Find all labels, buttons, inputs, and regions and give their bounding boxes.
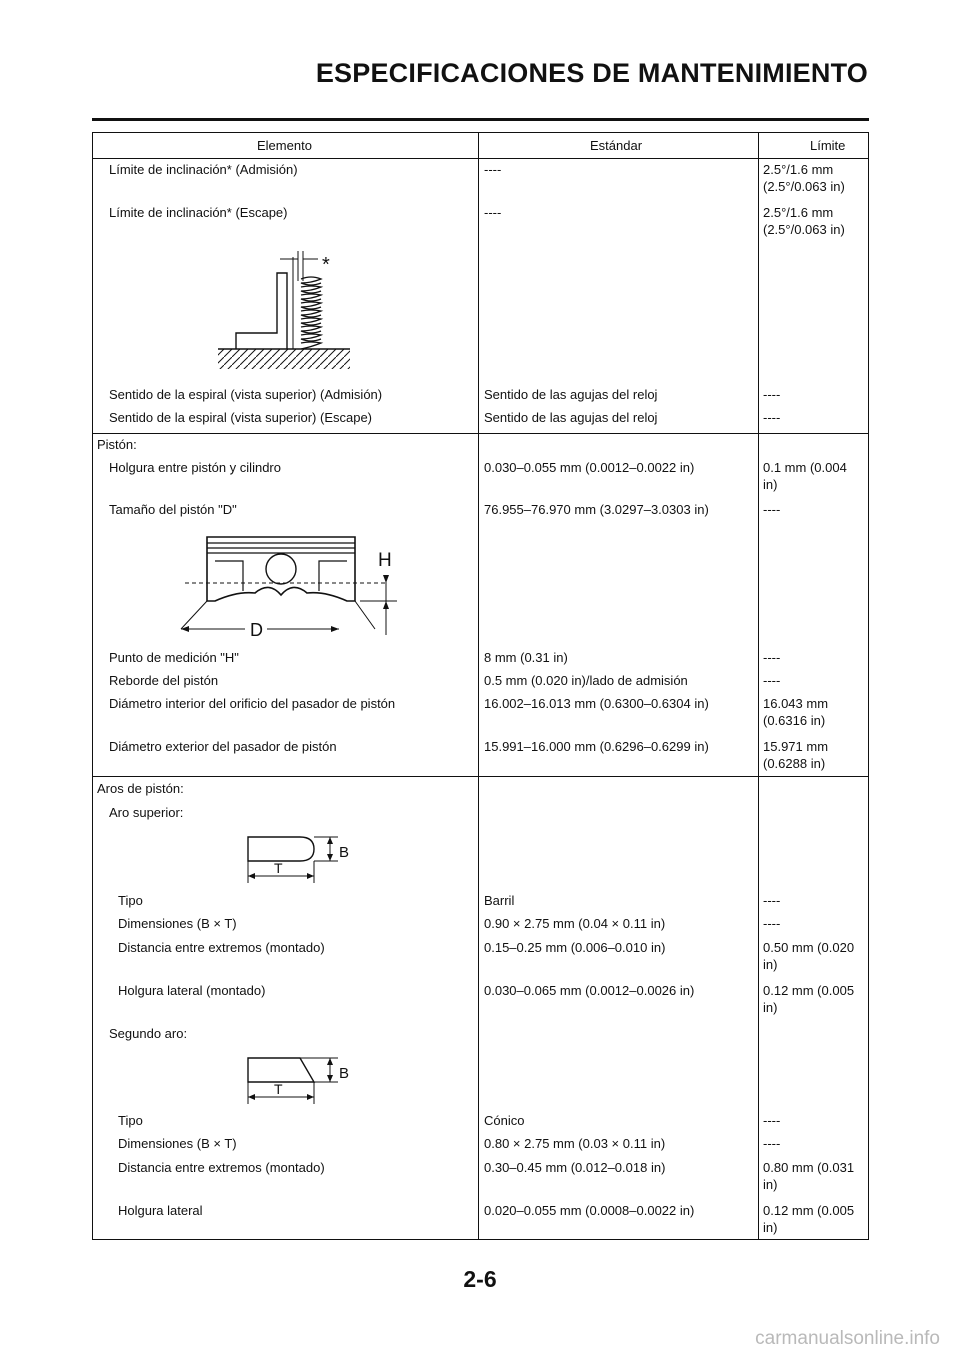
row-limit: 2.5°/1.6 mm: [763, 205, 834, 220]
row-limit: (2.5°/0.063 in): [763, 222, 845, 237]
row-standard: Sentido de las agujas del reloj: [484, 387, 658, 402]
page-number: 2-6: [463, 1266, 497, 1292]
top-ring-diagram: [238, 829, 363, 889]
row-limit: ----: [763, 893, 781, 908]
ring-width-label: B: [339, 1065, 350, 1082]
row-standard: Cónico: [484, 1113, 525, 1128]
row-standard: 0.15–0.25 mm (0.006–0.010 in): [484, 940, 666, 955]
piston-diameter-label: D: [250, 620, 263, 640]
piston-height-label: H: [378, 550, 392, 571]
row-limit: 0.12 mm (0.005: [763, 1203, 855, 1218]
row-limit: ----: [763, 1136, 781, 1151]
row-standard: 0.020–0.055 mm (0.0008–0.0022 in): [484, 1203, 695, 1218]
row-standard: 8 mm (0.31 in): [484, 650, 568, 665]
row-standard: ----: [484, 162, 502, 177]
row-standard: 0.80 × 2.75 mm (0.03 × 0.11 in): [484, 1136, 666, 1151]
row-limit: in): [763, 1220, 778, 1235]
row-limit: 2.5°/1.6 mm: [763, 162, 834, 177]
watermark: carmanualsonline.info: [755, 1328, 940, 1349]
piston-diagram: [175, 531, 405, 641]
row-standard: 0.030–0.055 mm (0.0012–0.0022 in): [484, 460, 695, 475]
row-limit: 0.80 mm (0.031: [763, 1160, 855, 1175]
row-standard: Barril: [484, 893, 515, 908]
row-limit: ----: [763, 673, 781, 688]
row-element: Tipo: [118, 1113, 143, 1128]
row-standard: Sentido de las agujas del reloj: [484, 410, 658, 425]
row-standard: 0.90 × 2.75 mm (0.04 × 0.11 in): [484, 916, 666, 931]
row-standard: 0.30–0.45 mm (0.012–0.018 in): [484, 1160, 666, 1175]
row-element: Tamaño del pistón "D": [109, 502, 237, 517]
row-limit: ----: [763, 1113, 781, 1128]
row-limit: ----: [763, 502, 781, 517]
ring-thickness-label: T: [274, 1081, 283, 1097]
row-limit: 15.971 mm: [763, 739, 829, 754]
row-element: Distancia entre extremos (montado): [118, 1160, 325, 1175]
row-limit: ----: [763, 650, 781, 665]
row-element: Punto de medición "H": [109, 650, 239, 665]
spring-tilt-diagram: [208, 245, 368, 375]
row-element: Holgura lateral (montado): [118, 983, 266, 998]
header-element: Elemento: [257, 138, 312, 153]
column-divider: [478, 133, 479, 1239]
row-limit: ----: [763, 916, 781, 931]
subsection-heading: Segundo aro:: [109, 1026, 188, 1041]
row-limit: (0.6288 in): [763, 756, 826, 771]
section-heading: Aros de pistón:: [97, 781, 184, 796]
page-title: ESPECIFICACIONES DE MANTENIMIENTO: [315, 58, 868, 88]
row-element: Diámetro interior del orificio del pasador de pistón: [109, 696, 396, 711]
row-element: Sentido de la espiral (vista superior) (Escape): [109, 410, 373, 425]
ring-thickness-label: T: [274, 860, 283, 876]
row-limit: in): [763, 1000, 778, 1015]
spec-table: [92, 132, 869, 1240]
row-element: Tipo: [118, 893, 143, 908]
row-limit: 16.043 mm: [763, 696, 829, 711]
row-element: Sentido de la espiral (vista superior) (Admisión): [109, 387, 383, 402]
row-standard: 76.955–76.970 mm (3.0297–3.0303 in): [484, 502, 709, 517]
row-element: Límite de inclinación* (Escape): [109, 205, 288, 220]
header-standard: Estándar: [590, 138, 643, 153]
spring-mark-label: *: [322, 254, 330, 276]
row-element: Reborde del pistón: [109, 673, 219, 688]
header-limit: Límite: [810, 138, 846, 153]
row-limit: in): [763, 477, 778, 492]
row-standard: 0.5 mm (0.020 in)/lado de admisión: [484, 673, 688, 688]
row-limit: 0.50 mm (0.020: [763, 940, 855, 955]
row-standard: 16.002–16.013 mm (0.6300–0.6304 in): [484, 696, 709, 711]
row-standard: 15.991–16.000 mm (0.6296–0.6299 in): [484, 739, 709, 754]
column-divider: [758, 133, 759, 1239]
row-limit: in): [763, 957, 778, 972]
row-limit: ----: [763, 410, 781, 425]
row-element: Límite de inclinación* (Admisión): [109, 162, 298, 177]
row-element: Holgura entre pistón y cilindro: [109, 460, 281, 475]
row-element: Holgura lateral: [118, 1203, 203, 1218]
row-limit: in): [763, 1177, 778, 1192]
section-divider: [93, 433, 868, 434]
table-header: [93, 133, 868, 159]
row-limit: 0.1 mm (0.004: [763, 460, 847, 475]
subsection-heading: Aro superior:: [109, 805, 184, 820]
section-heading: Pistón:: [97, 437, 137, 452]
row-standard: 0.030–0.065 mm (0.0012–0.0026 in): [484, 983, 695, 998]
title-rule: [92, 118, 869, 121]
row-limit: ----: [763, 387, 781, 402]
row-element: Distancia entre extremos (montado): [118, 940, 325, 955]
row-element: Diámetro exterior del pasador de pistón: [109, 739, 337, 754]
row-limit: 0.12 mm (0.005: [763, 983, 855, 998]
row-limit: (0.6316 in): [763, 713, 826, 728]
section-divider: [93, 776, 868, 777]
row-limit: (2.5°/0.063 in): [763, 179, 845, 194]
row-element: Dimensiones (B × T): [118, 916, 237, 931]
row-element: Dimensiones (B × T): [118, 1136, 237, 1151]
row-standard: ----: [484, 205, 502, 220]
second-ring-diagram: [238, 1050, 363, 1110]
ring-width-label: B: [339, 844, 350, 861]
